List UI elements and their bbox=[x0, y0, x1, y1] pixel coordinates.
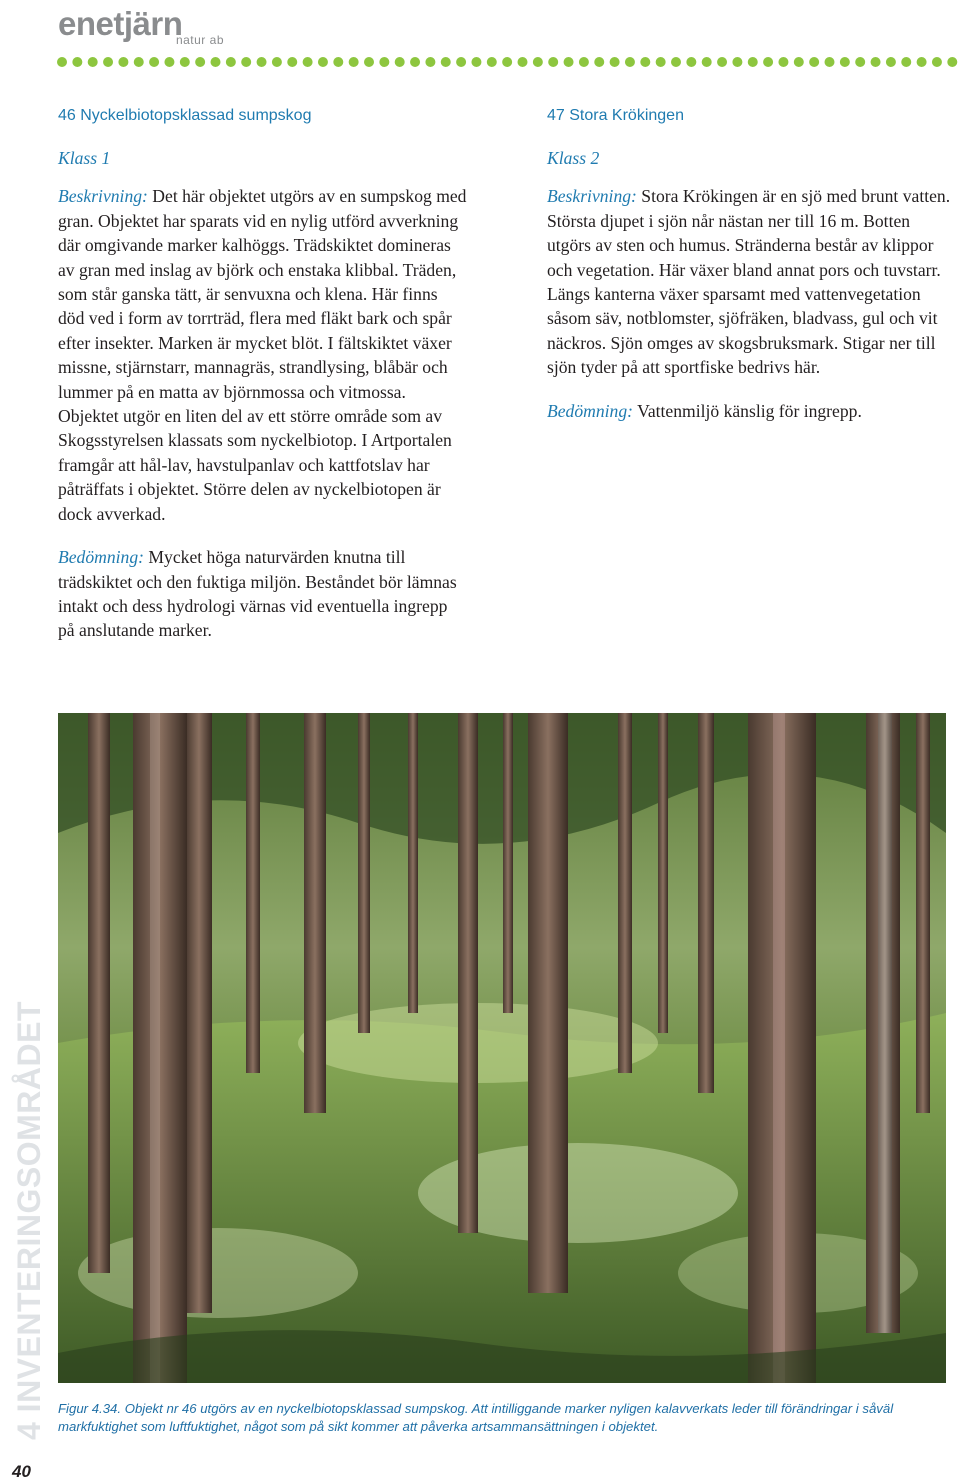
company-logo bbox=[58, 4, 228, 48]
page-number: 40 bbox=[12, 1462, 31, 1481]
divider-dot bbox=[395, 57, 405, 67]
divider-dot bbox=[456, 57, 466, 67]
section-46-class: Klass 1 bbox=[58, 148, 111, 168]
divider-dot bbox=[794, 57, 804, 67]
divider-dot bbox=[686, 57, 696, 67]
section-46-description: Beskrivning: Det här objektet utgörs av en sumpskog med gran. Objektet har sparats vid en nylig utförd avverkning där omgivande marker kalhöggs. Trädskiktet domineras av gran med inslag av björk och enstaka klibbal. Träden, som står ganska tätt, är senvuxna och klena. Här finns död ved i form av torrträd, flera med fläkt bark och spår efter insekter. Marken är mycket blöt. I fältskiktet växer missne, stjärnstarr, mannagräs, strandlysing, blåbär och lummer på en matta av björnmossa och vitmossa. Objektet utgör en liten del av ett större område som av Skogsstyrelsen klassats som nyckelbiotop. I Artportalen framgår att hål-lav, havstulpanlav och kattfotslav har påträffats i objektet. Större delen av nyckelbiotopen är dock avverkad. bbox=[58, 186, 467, 524]
figure-caption: Figur 4.34. Objekt nr 46 utgörs av en nyckelbiotopsklassad sumpskog. Att intilliggande marker nyligen kalavverkats leder till förändringar i såväl markfuktighet som luftfuktighet, något som på sikt kommer att påverka artsammansättningen i objektet. bbox=[58, 1401, 894, 1434]
logo-wordmark: enetjärn bbox=[58, 5, 183, 42]
divider-dot bbox=[303, 57, 313, 67]
divider-dot bbox=[441, 57, 451, 67]
divider-dot bbox=[594, 57, 604, 67]
divider-dot bbox=[333, 57, 343, 67]
divider-dot bbox=[840, 57, 850, 67]
divider-dot bbox=[640, 57, 650, 67]
forest-photo bbox=[58, 713, 946, 1383]
divider-dot bbox=[748, 57, 758, 67]
divider-dot bbox=[257, 57, 267, 67]
divider-dot bbox=[901, 57, 911, 67]
section-47-description: Beskrivning: Stora Krökingen är en sjö med brunt vatten. Största djupet i sjön når nästan ner till 16 m. Botten utgörs av sten och humus. Stränderna består av klippor och vegetation. Här växer bland annat pors och tuvstarr. Längs kanterna växer sparsamt med vattenvegetation såsom säv, notblomster, sjöfräken, bladvass, gul och vit näckros. Sjön omges av skogsbruksmark. Stigar ner till sjön tyder på att sportfiske bedrivs här. bbox=[547, 186, 951, 378]
divider-dot bbox=[103, 57, 113, 67]
divider-dot bbox=[72, 57, 82, 67]
divider-dot bbox=[487, 57, 497, 67]
divider-dot bbox=[732, 57, 742, 67]
divider-dot bbox=[548, 57, 558, 67]
divider-dot bbox=[164, 57, 174, 67]
divider-dot bbox=[579, 57, 589, 67]
section-47-class: Klass 2 bbox=[547, 148, 600, 168]
divider-dot bbox=[518, 57, 528, 67]
dotted-divider bbox=[56, 55, 960, 69]
divider-dot bbox=[134, 57, 144, 67]
forest-illustration bbox=[58, 713, 946, 1383]
divider-dot bbox=[149, 57, 159, 67]
divider-dot bbox=[287, 57, 297, 67]
divider-dot bbox=[778, 57, 788, 67]
divider-dot bbox=[502, 57, 512, 67]
divider-dot bbox=[809, 57, 819, 67]
divider-dot bbox=[349, 57, 359, 67]
divider-dot bbox=[702, 57, 712, 67]
divider-dot bbox=[533, 57, 543, 67]
divider-dot bbox=[886, 57, 896, 67]
divider-dot bbox=[825, 57, 835, 67]
divider-dot bbox=[855, 57, 865, 67]
divider-dot bbox=[610, 57, 620, 67]
section-46-title: 46 Nyckelbiotopsklassad sumpskog bbox=[58, 107, 312, 124]
divider-dot bbox=[211, 57, 221, 67]
section-47-assessment: Bedömning: Vattenmiljö känslig för ingrepp. bbox=[547, 400, 862, 421]
divider-dot bbox=[871, 57, 881, 67]
divider-dot bbox=[932, 57, 942, 67]
divider-dot bbox=[57, 57, 67, 67]
divider-dot bbox=[118, 57, 128, 67]
logo-subtitle: natur ab bbox=[175, 33, 224, 47]
divider-dot bbox=[195, 57, 205, 67]
divider-dot bbox=[717, 57, 727, 67]
divider-dot bbox=[564, 57, 574, 67]
divider-dot bbox=[947, 57, 957, 67]
divider-dot bbox=[671, 57, 681, 67]
chapter-side-label: 4 INVENTERINGSOMRÅDET bbox=[11, 1001, 47, 1440]
divider-dot bbox=[425, 57, 435, 67]
divider-dot bbox=[241, 57, 251, 67]
divider-dot bbox=[379, 57, 389, 67]
divider-dot bbox=[180, 57, 190, 67]
divider-dot bbox=[625, 57, 635, 67]
divider-dot bbox=[656, 57, 666, 67]
divider-dot bbox=[88, 57, 98, 67]
divider-dot bbox=[226, 57, 236, 67]
divider-dot bbox=[364, 57, 374, 67]
divider-dot bbox=[318, 57, 328, 67]
section-46-assessment: Bedömning: Mycket höga naturvärden knutna till trädskiktet och den fuktiga miljön. Beståndet bör lämnas intakt och dess hydrologi värnas vid eventuella ingrepp på anslutande marker. bbox=[58, 547, 457, 641]
divider-dot bbox=[272, 57, 282, 67]
section-47-title: 47 Stora Krökingen bbox=[547, 107, 684, 124]
section-46-body bbox=[58, 146, 468, 662]
divider-dot bbox=[471, 57, 481, 67]
divider-dot bbox=[763, 57, 773, 67]
section-47-body bbox=[547, 146, 957, 442]
divider-dot bbox=[917, 57, 927, 67]
divider-dot bbox=[410, 57, 420, 67]
